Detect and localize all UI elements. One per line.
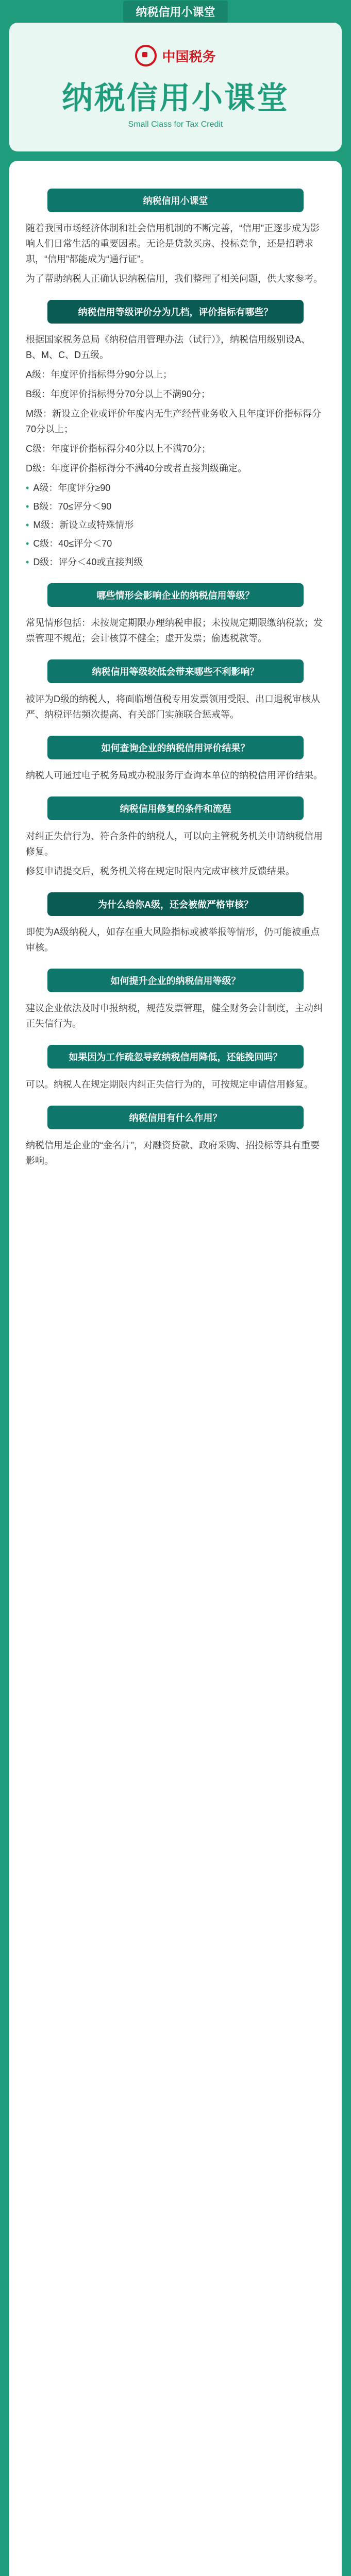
section-recover: [26, 1045, 325, 1092]
paragraph: 被评为D级的纳税人，将面临增值税专用发票领用受限、出口退税审核从严、纳税评估频次提高、有关部门实施联合惩戒等。: [26, 694, 320, 720]
paragraph: C级：年度评价指标得分40分以上不满70分；: [26, 444, 211, 454]
brand-logo: [135, 45, 215, 66]
paragraph: 建议企业依法及时申报纳税，规范发票管理，健全财务会计制度，主动纠正失信行为。: [26, 1003, 323, 1029]
paragraph: 即使为A级纳税人，如存在重大风险指标或被举报等情形，仍可能被重点审核。: [26, 927, 320, 953]
paragraph: 修复申请提交后，税务机关将在规定时限内完成审核并反馈结果。: [26, 866, 295, 876]
top-bar: [0, 0, 351, 23]
paragraph: 随着我国市场经济体制和社会信用机制的不断完善，“信用”正逐步成为影响人们日常生活的重要因素。无论是贷款买房、投标竞争，还是招聘求职，“信用”都能成为“通行证”。: [26, 223, 320, 264]
paragraph: 根据国家税务总局《纳税信用管理办法（试行）》，纳税信用级别设A、B、M、C、D五级。: [26, 334, 311, 360]
section-title: 如果因为工作疏忽导致纳税信用降低，还能挽回吗？: [47, 1045, 304, 1069]
section-title: 纳税信用等级评价分为几档，评价指标有哪些？: [47, 300, 304, 324]
list-item: • B级：70≤评分＜90: [26, 499, 325, 514]
level-list: [26, 480, 325, 570]
section-impact: [26, 659, 325, 722]
section-title: 纳税信用修复的条件和流程: [47, 796, 304, 820]
section-a-review: [26, 892, 325, 955]
brand-text: 中国税务: [162, 48, 216, 64]
section-factors: [26, 583, 325, 646]
section-repair: [26, 796, 325, 879]
top-ribbon: 纳税信用小课堂: [123, 1, 227, 23]
list-item: • D级：评分＜40或直接判级: [26, 554, 325, 570]
section-title: 如何提升企业的纳税信用等级？: [47, 969, 304, 992]
paragraph: 纳税信用是企业的“金名片”，对融资贷款、政府采购、招投标等具有重要影响。: [26, 1140, 320, 1166]
list-item: • C级：40≤评分＜70: [26, 536, 325, 551]
content-panel: [9, 161, 342, 2576]
paragraph: 纳税人可通过电子税务局或办税服务厅查询本单位的纳税信用评价结果。: [26, 770, 323, 781]
paragraph: 可以。纳税人在规定期限内纠正失信行为的，可按规定申请信用修复。: [26, 1079, 313, 1090]
section-title: 纳税信用小课堂: [47, 189, 304, 212]
section-improve: [26, 969, 325, 1031]
tax-emblem-icon: [135, 45, 157, 66]
section-title: 如何查询企业的纳税信用评价结果？: [47, 736, 304, 759]
hero-subtitle: Small Class for Tax Credit: [128, 120, 223, 129]
section-levels: [26, 300, 325, 570]
paragraph: 为了帮助纳税人正确认识纳税信用，我们整理了相关问题，供大家参考。: [26, 274, 323, 284]
section-query: [26, 736, 325, 783]
section-title: 哪些情形会影响企业的纳税信用等级？: [47, 583, 304, 607]
paragraph: 对纠正失信行为、符合条件的纳税人，可以向主管税务机关申请纳税信用修复。: [26, 831, 323, 857]
paragraph: 常见情形包括：未按规定期限办理纳税申报；未按规定期限缴纳税款；发票管理不规范；会计核算不健全；虚开发票；偷逃税款等。: [26, 618, 323, 643]
list-item: • A级：年度评分≥90: [26, 480, 325, 496]
paragraph: B级：年度评价指标得分70分以上不满90分；: [26, 389, 211, 399]
section-role: [26, 1106, 325, 1168]
paragraph: A级：年度评价指标得分90分以上；: [26, 369, 173, 380]
section-intro: [26, 189, 325, 286]
section-title: 纳税信用等级较低会带来哪些不利影响？: [47, 659, 304, 683]
hero-banner: [9, 23, 342, 151]
hero-title: 纳税信用小课堂: [62, 81, 289, 115]
list-item: • M级：新设立或特殊情形: [26, 517, 325, 533]
section-title: 为什么给你A级，还会被做严格审核？: [47, 892, 304, 916]
section-title: 纳税信用有什么作用？: [47, 1106, 304, 1129]
paragraph: D级：年度评价指标得分不满40分或者直接判级确定。: [26, 463, 247, 473]
paragraph: M级：新设立企业或评价年度内无生产经营业务收入且年度评价指标得分70分以上；: [26, 409, 321, 434]
